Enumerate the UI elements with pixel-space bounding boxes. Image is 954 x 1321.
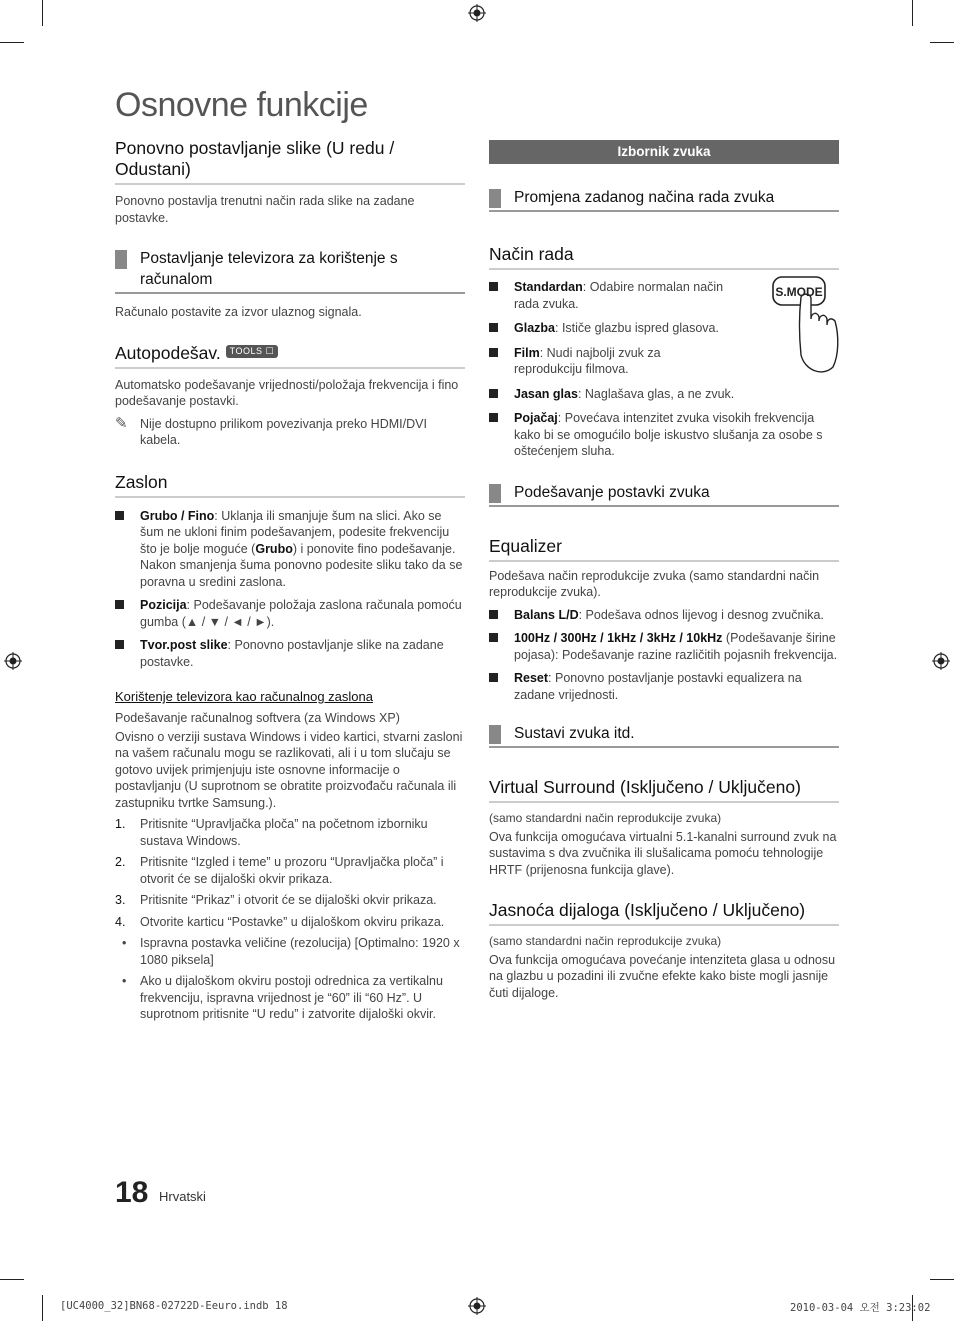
list-item: Pojačaj: Povećava intenzitet zvuka visokih frekvencija kako bi se omogućilo bolje iskustvo slušanja za osobe s oštećenjem sluha. [489,410,839,460]
section-heading-dialog: Jasnoća dijaloga (Isključeno / Uključeno) [489,900,839,926]
pc-use-line1: Podešavanje računalnog softvera (za Windows XP) [115,711,400,725]
section-heading-mode: Način rada [489,244,839,270]
step-item: 3. Pritisnite “Prikaz” i otvorit će se dijaloški okvir prikaza. [115,893,437,907]
registration-mark-icon [4,652,22,670]
svg-text:S.MODE: S.MODE [775,285,823,299]
section-heading-screen: Zaslon [115,472,465,498]
subheading-bar [489,725,501,744]
note: ✎ Nije dostupno prilikom povezivanja preko HDMI/DVI kabela. [115,414,427,447]
pc-use-heading: Korištenje televizora kao računalnog zaslona [115,689,373,704]
surround-note: (samo standardni način reprodukcije zvuka) [489,811,722,825]
pc-use-line2: Ovisno o verziji sustava Windows i video kartici, stvarni zasloni na vašem računalu mogu se razlikovati, ali i u tom slučaju se gotovo uvijek primjenjuju iste osnovne informacije o postavljanju (U suprotnom se obratite proizvođaču računala ili zastupniku tvrtke Samsung.). [115,729,463,810]
list-item: Jasan glas: Naglašava glas, a ne zvuk. [489,386,839,403]
right-column [489,140,839,1001]
equalizer-text: Podešava način reprodukcije zvuka (samo standardni način reprodukcije zvuka). [489,568,820,599]
bullet-item: • Ako u dijaloškom okviru postoji odrednica za vertikalnu frekvenciju, ispravna vrijednost je “60” ili “60 Hz”. U suprotnom pritisnite “U redu” i zatvorite dijaloški okvir. [122,974,443,1021]
subheading-settings: Podešavanje postavki zvuka [489,482,839,507]
bullet-square-icon [489,323,498,332]
autoadjust-text: Automatsko podešavanje vrijednosti/položaja frekvencija i fino podešavanje postavki. [115,377,459,408]
list-item: Tvor.post slike: Ponovno postavljanje slike na zadane postavke. [115,637,465,670]
note-pencil-icon: ✎ [115,414,128,432]
bullet-square-icon [489,282,498,291]
bullet-square-icon [489,348,498,357]
subheading-bar [489,189,501,208]
surround-text: Ova funkcija omogućava virtualni 5.1-kanalni surround zvuk na sustavima s dva zvučnika ili slušalicama pomoću tehnologije HRTF (prijenosna funkcija glave). [489,829,837,877]
step-item: 2. Pritisnite “Izgled i teme” u prozoru “Upravljačka ploča” i otvorit će se dijaloški okvir prikaza. [115,855,444,886]
dialog-note: (samo standardni način reprodukcije zvuka) [489,934,722,948]
list-item: 100Hz / 300Hz / 1kHz / 3kHz / 10kHz (Podešavanje širine pojasa): Podešavanje razine različitih pojasnih frekvencija. [489,630,839,663]
reset-text: Ponovno postavlja trenutni način rada slike na zadane postavke. [115,194,415,225]
list-item: Pozicija: Podešavanje položaja zaslona računala pomoću gumba (▲ / ▼ / ◄ / ►). [115,597,465,630]
list-item: Film: Nudi najbolji zvuk za reprodukciju filmova. [489,345,839,378]
bullet-square-icon [489,673,498,682]
bullet-square-icon [489,633,498,642]
section-heading-reset: Ponovno postavljanje slike (U redu / Odustani) [115,138,465,185]
section-heading-surround: Virtual Surround (Isključeno / Uključeno) [489,777,839,803]
subheading-bar [489,484,501,503]
registration-mark-icon [932,652,950,670]
print-date-info: 2010-03-04 오전 3:23:02 [790,1302,931,1314]
tools-badge: TOOLS ☐ [226,345,278,358]
steps-list [115,816,465,1023]
subheading-systems: Sustavi zvuka itd. [489,723,839,748]
pc-setup-text: Računalo postavite za izvor ulaznog signala. [115,305,362,319]
page-number: 18 [115,1176,149,1209]
bullet-square-icon [489,610,498,619]
subheading-pc-setup: Postavljanje televizora za korištenje s računalom [115,248,465,294]
subheading-bar [115,250,127,269]
registration-mark-icon [468,4,486,22]
bullet-square-icon [115,511,124,520]
bullet-square-icon [489,389,498,398]
section-heading-autoadjust: Autopodešav. TOOLS ☐ [115,343,465,369]
list-item: Grubo / Fino: Uklanja ili smanjuje šum na slici. Ako se šum ne ukloni finim podešavanjem, podesite frekvenciju što je bolje moguće (Grubo) i ponovite fino podešavanje. Nakon smanjenja šuma ponovno podesite sliku tako da se poravna u sredini zaslona. [115,508,465,591]
subheading-change-mode: Promjena zadanog načina rada zvuka [489,187,839,212]
left-column [115,138,465,1023]
list-item: Glazba: Ističe glazbu ispred glasova. [489,320,839,337]
bullet-square-icon [489,413,498,422]
menu-bar: Izbornik zvuka [489,140,839,164]
registration-mark-icon [468,1297,486,1315]
bullet-square-icon [115,600,124,609]
bullet-item: • Ispravna postavka veličine (rezolucija) [Optimalno: 1920 x 1080 piksela] [122,936,460,967]
screen-list [115,508,465,671]
step-item: 4. Otvorite karticu “Postavke” u dijaloškom okviru prikaza. [115,914,445,929]
page-language: Hrvatski [159,1189,206,1204]
print-file-info: [UC4000_32]BN68-02722D-Eeuro.indb 18 [60,1300,288,1312]
list-item: Standardan: Odabire normalan način rada zvuka. [489,279,839,312]
list-item: Reset: Ponovno postavljanje postavki equalizera na zadane vrijednosti. [489,670,839,703]
dialog-text: Ova funkcija omogućava povećanje intenziteta glasa u odnosu na glazbu u pozadini ili zvučne efekte kako biste mogli jasnije čuti dijaloge. [489,952,836,1000]
bullet-square-icon [115,640,124,649]
mode-list [489,279,839,460]
section-heading-equalizer: Equalizer [489,536,839,562]
page-title: Osnovne funkcije [115,86,368,124]
equalizer-list [489,607,839,704]
list-item: Balans L/D: Podešava odnos lijevog i desnog zvučnika. [489,607,839,624]
step-item: 1. Pritisnite “Upravljačka ploča” na početnom izborniku sustava Windows. [115,817,428,848]
